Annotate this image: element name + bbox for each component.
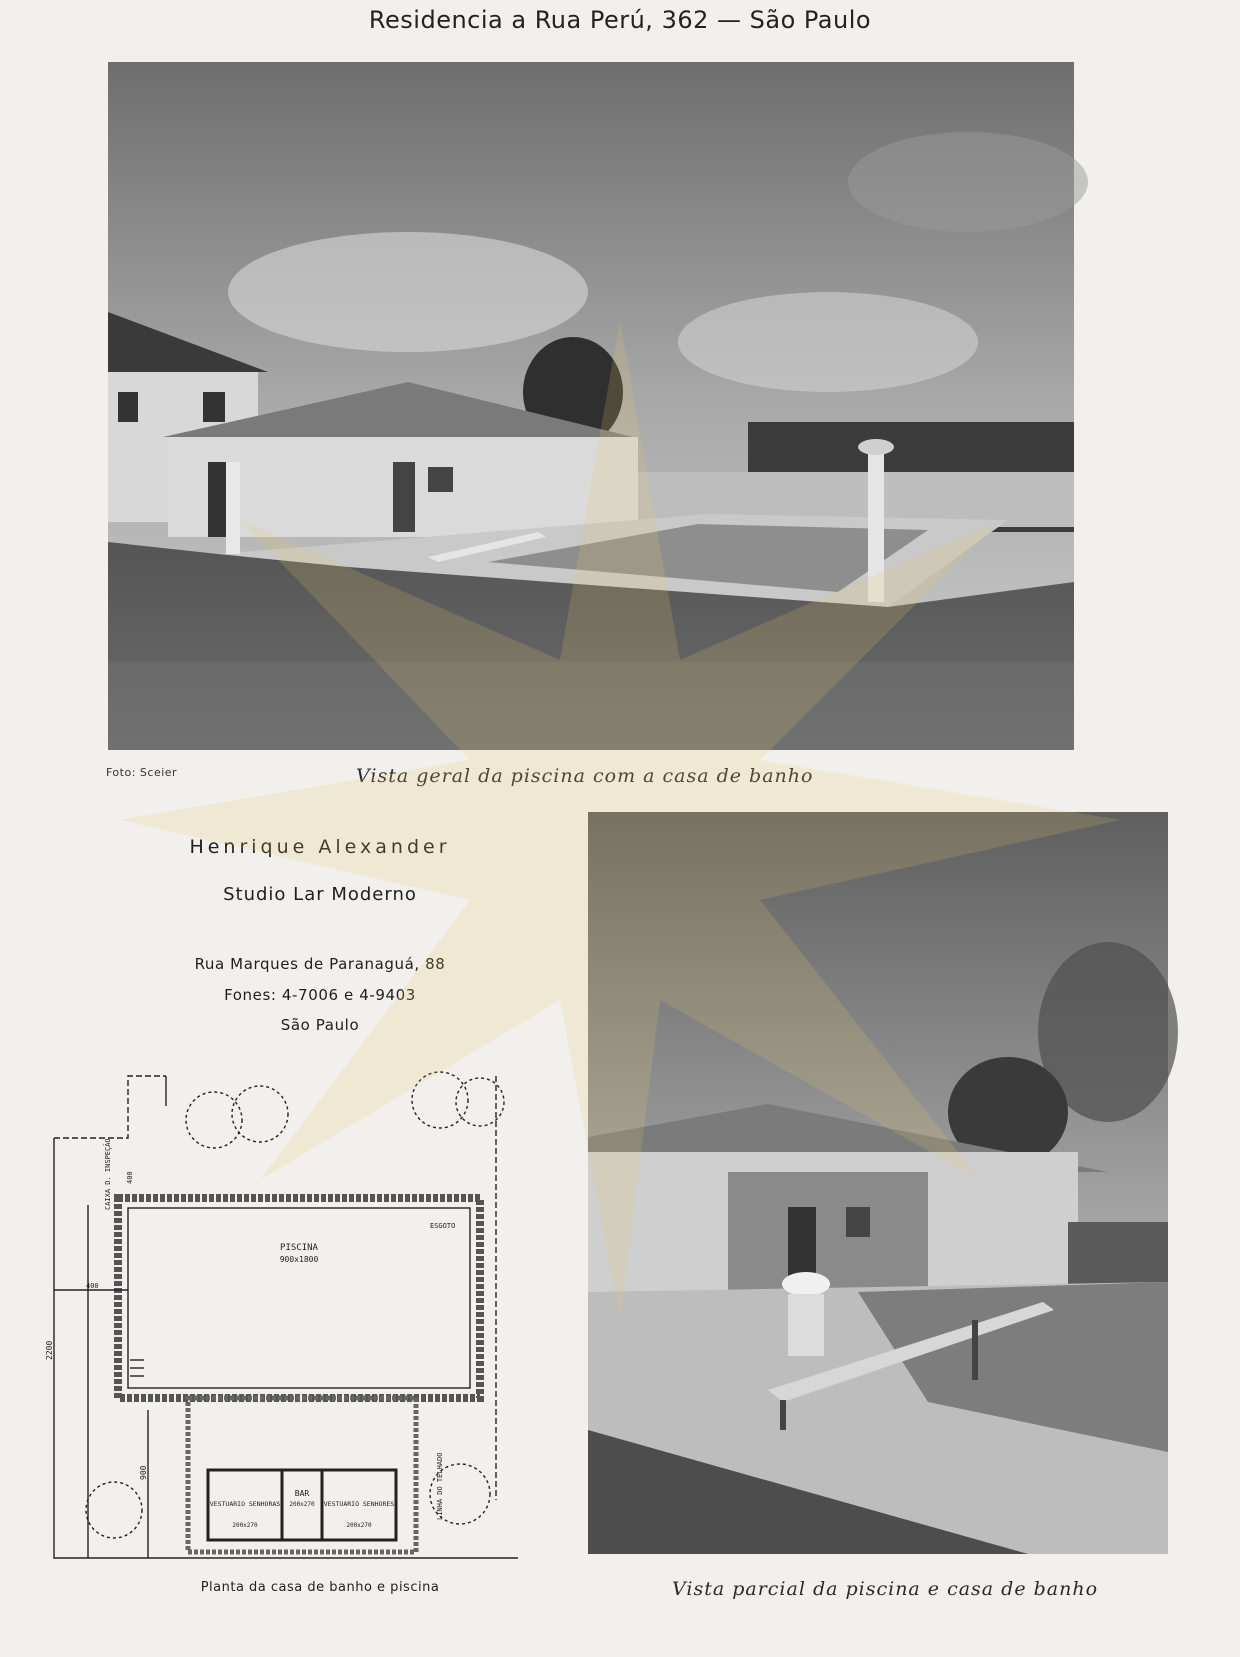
plan-bar-label: BAR xyxy=(294,1489,310,1498)
plan-bar-size: 200x270 xyxy=(289,1501,315,1508)
plan-dim-400-a: 400 xyxy=(126,1171,134,1184)
plan-changing-men: VESTUARIO SENHORES xyxy=(323,1500,395,1508)
studio-city: São Paulo xyxy=(280,1016,360,1034)
plan-room-size-b: 200x270 xyxy=(346,1522,372,1529)
plan-pool-label: PISCINA xyxy=(280,1243,318,1253)
pool-partial-photo xyxy=(588,812,1168,1554)
plan-pool-size: 900x1800 xyxy=(279,1255,319,1264)
floor-plan xyxy=(45,1070,556,1570)
plan-room-size-a: 200x270 xyxy=(232,1522,258,1529)
studio-name: Studio Lar Moderno xyxy=(223,884,417,905)
studio-address: Rua Marques de Paranaguá, 88 xyxy=(194,955,446,973)
pool-overview-photo xyxy=(108,62,1074,750)
plan-dim-2200: 2200 xyxy=(45,1340,54,1360)
plan-inspection-label: CAIXA D. INSPEÇÃO xyxy=(104,1138,112,1210)
photo-credit: Foto: Sceier xyxy=(106,766,178,779)
architect-name: Henrique Alexander xyxy=(189,836,451,858)
studio-phones: Fones: 4-7006 e 4-9403 xyxy=(224,986,416,1004)
plan-dim-900: 900 xyxy=(139,1465,148,1480)
plan-property-line: LINHA DO TELHADO xyxy=(436,1452,444,1520)
plan-drain-label: ESGOTO xyxy=(430,1222,456,1230)
page-title: Residencia a Rua Perú, 362 — São Paulo xyxy=(368,6,872,34)
plan-caption: Planta da casa de banho e piscina xyxy=(200,1580,440,1595)
plan-dim-400-b: 400 xyxy=(86,1282,99,1290)
plan-changing-women: VESTUARIO SENHORAS xyxy=(209,1500,281,1508)
bottom-photo-caption: Vista parcial da piscina e casa de banho xyxy=(672,1578,1099,1600)
top-photo-caption: Vista geral da piscina com a casa de banho xyxy=(356,765,814,787)
